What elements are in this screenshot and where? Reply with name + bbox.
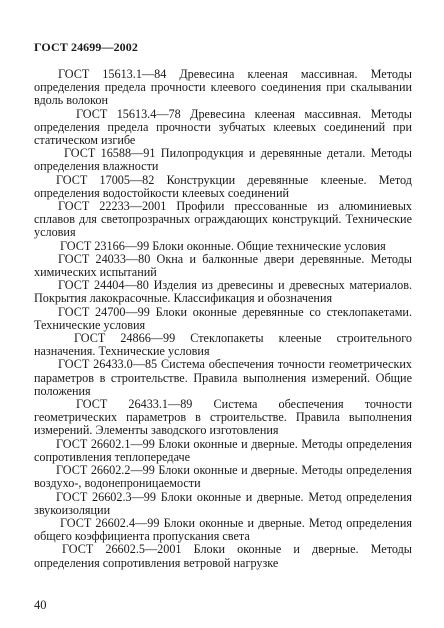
reference-entry: ГОСТ 23166—99 Блоки оконные. Общие технические условия [60,238,386,253]
reference-entry: ГОСТ 24033—80 Окна и балконные двери деревянные. Методы химических испытаний [34,251,412,280]
reference-entry: ГОСТ 15613.4—78 Древесина клееная массивная. Методы определения предела прочности зубчатых клеевых соединений при статическом изгибе [34,106,412,148]
reference-entry: ГОСТ 26602.4—99 Блоки оконные и дверные. Метод определения общего коэффициента пропускания света [34,515,412,544]
reference-entry: ГОСТ 16588—91 Пилопродукция и деревянные детали. Методы определения влажности [34,146,412,174]
reference-entry: ГОСТ 26433.0—85 Система обеспечения точности геометрических параметров в строительстве. Правила выполнения измерений. Общие положения [34,357,412,398]
reference-entry: ГОСТ 26602.1—99 Блоки оконные и дверные. Методы определения сопротивления теплопередаче [34,436,412,464]
reference-entry: ГОСТ 26433.1—89 Система обеспечения точности геометрических параметров в строительстве. Правила выполнения измерений. Элементы заводского изготовления [34,397,412,438]
reference-entry: ГОСТ 24404—80 Изделия из древесины и древесных материалов. Покрытия лакокрасочные. Классификация и обозначения [34,278,412,306]
reference-entry: ГОСТ 24866—99 Стеклопакеты клееные строительного назначения. Технические условия [34,331,412,359]
reference-entry: ГОСТ 26602.2—99 Блоки оконные и дверные. Методы определения воздухо-, водонепроницаемости [34,463,412,491]
page-number: 40 [34,598,47,612]
reference-entry: ГОСТ 24700—99 Блоки оконные деревянные со стеклопакетами. Технические условия [34,304,412,332]
reference-entry: ГОСТ 26602.5—2001 Блоки оконные и дверные. Методы определения сопротивления ветровой нагрузке [34,542,412,570]
reference-entry: ГОСТ 15613.1—84 Древесина клееная массивная. Методы определения предела прочности клеевого соединения при скалывании вдоль волокон [34,67,412,108]
reference-entry: ГОСТ 17005—82 Конструкции деревянные клееные. Метод определения водостойкости клеевых соединений [34,172,412,200]
page-header: ГОСТ 24699—2002 [34,40,138,54]
reference-entry: ГОСТ 22233—2001 Профили прессованные из алюминиевых сплавов для светопрозрачных ограждающих конструкций. Технические условия [34,199,412,240]
reference-list [34,68,412,570]
reference-entry: ГОСТ 26602.3—99 Блоки оконные и дверные. Метод определения звукоизоляции [34,489,412,517]
